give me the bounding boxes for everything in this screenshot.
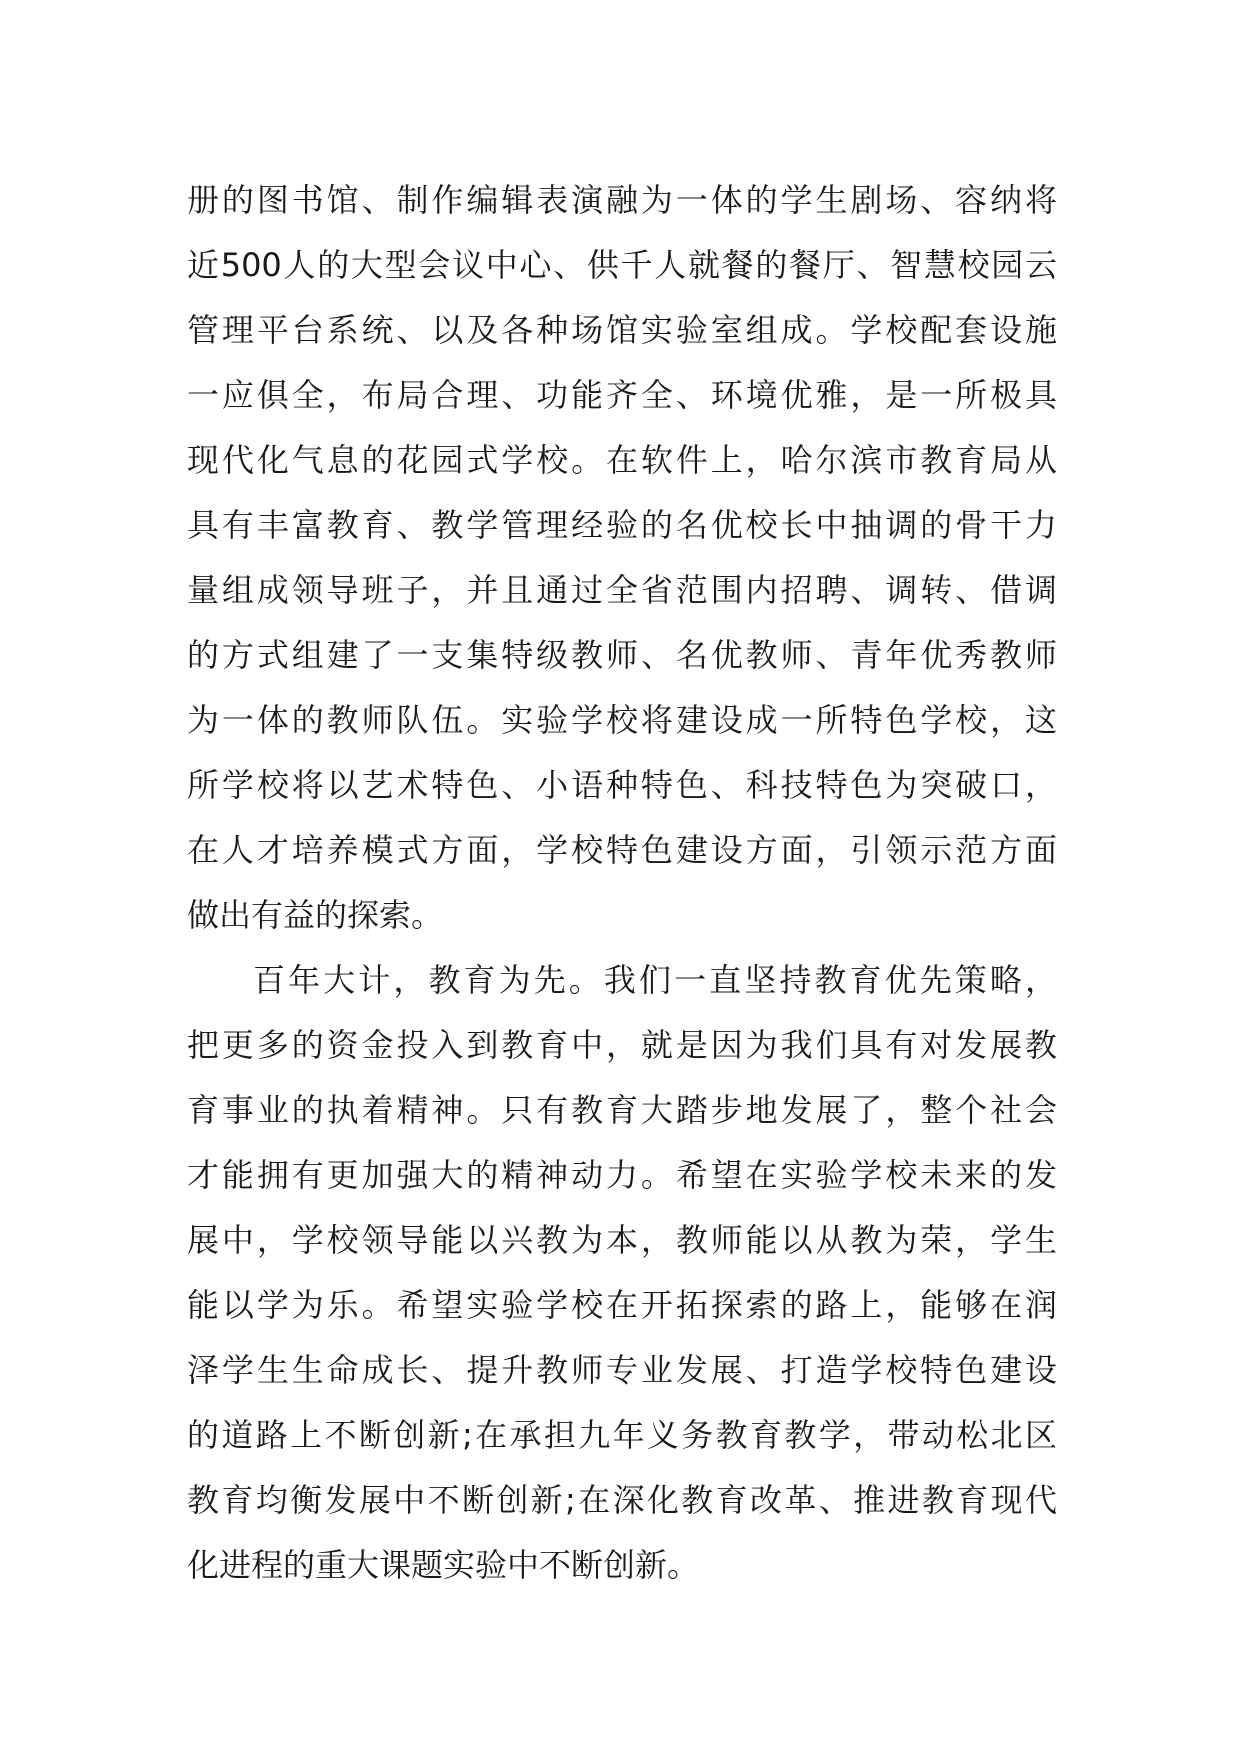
text-line: 教育均衡发展中不断创新;在深化教育改革、推进教育现代 [187, 1481, 1057, 1519]
text-line: 为一体的教师队伍。实验学校将建设成一所特色学校，这 [187, 701, 1057, 739]
text-line: 管理平台系统、以及各种场馆实验室组成。学校配套设施 [187, 311, 1057, 349]
text-line: 的道路上不断创新;在承担九年义务教育教学，带动松北区 [187, 1416, 1057, 1454]
text-line: 所学校将以艺术特色、小语种特色、科技特色为突破口， [187, 766, 1057, 804]
text-line: 具有丰富教育、教学管理经验的名优校长中抽调的骨干力 [187, 506, 1057, 544]
text-line: 展中，学校领导能以兴教为本，教师能以从教为荣，学生 [187, 1221, 1057, 1259]
text-line: 泽学生生命成长、提升教师专业发展、打造学校特色建设 [187, 1351, 1057, 1389]
text-line: 能以学为乐。希望实验学校在开拓探索的路上，能够在润 [187, 1286, 1057, 1324]
text-line: 把更多的资金投入到教育中，就是因为我们具有对发展教 [187, 1026, 1057, 1064]
text-line: 做出有益的探索。 [187, 896, 444, 934]
text-line: 才能拥有更加强大的精神动力。希望在实验学校未来的发 [187, 1156, 1057, 1194]
text-line: 一应俱全，布局合理、功能齐全、环境优雅，是一所极具 [187, 376, 1057, 414]
text-line: 近500人的大型会议中心、供千人就餐的餐厅、智慧校园云 [187, 246, 1057, 284]
paragraph-1 [187, 168, 1057, 948]
text-line: 量组成领导班子，并且通过全省范围内招聘、调转、借调 [187, 571, 1057, 609]
text-line: 的方式组建了一支集特级教师、名优教师、青年优秀教师 [187, 636, 1057, 674]
text-line: 现代化气息的花园式学校。在软件上，哈尔滨市教育局从 [187, 441, 1057, 479]
text-line: 册的图书馆、制作编辑表演融为一体的学生剧场、容纳将 [187, 181, 1057, 219]
text-line-indented: 百年大计，教育为先。我们一直坚持教育优先策略， [253, 961, 1057, 999]
document-body [187, 168, 1057, 1598]
text-line: 化进程的重大课题实验中不断创新。 [187, 1546, 700, 1584]
text-line: 育事业的执着精神。只有教育大踏步地发展了，整个社会 [187, 1091, 1057, 1129]
paragraph-2 [187, 948, 1057, 1598]
text-line: 在人才培养模式方面，学校特色建设方面，引领示范方面 [187, 831, 1057, 869]
